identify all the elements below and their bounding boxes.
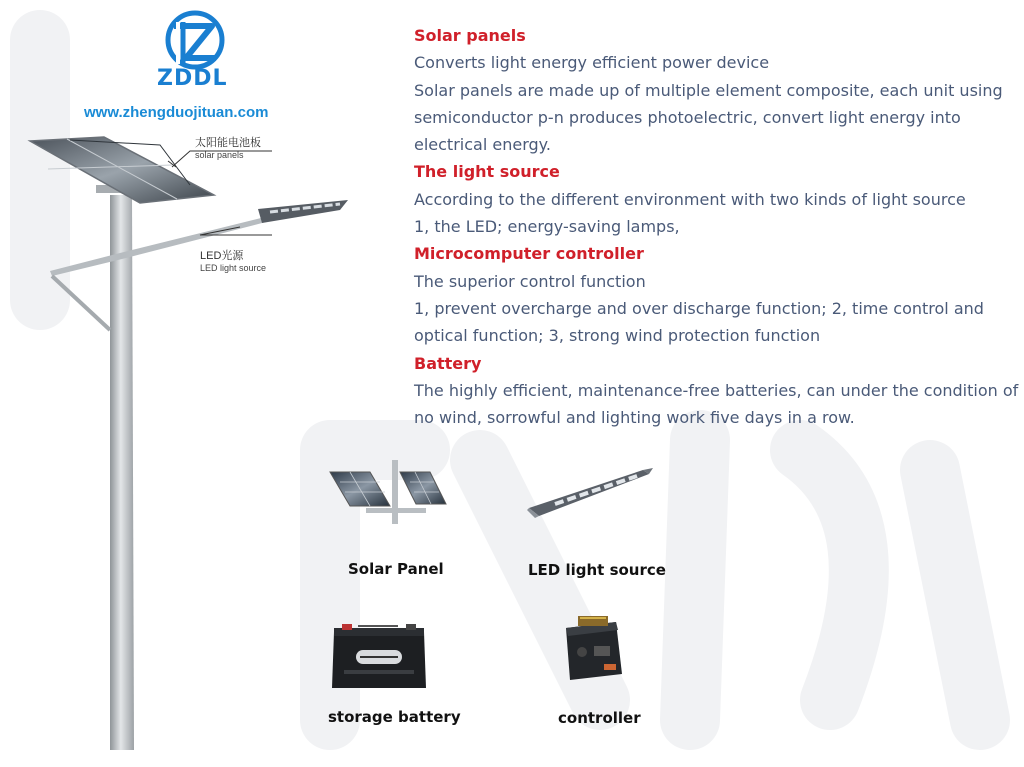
controller-label: controller [558,709,641,727]
controller-line-2: 1, prevent overcharge and over discharge function; 2, time control and [414,298,984,318]
solar-panel-product-icon [326,460,451,525]
battery-line-2: no wind, sorrowful and lighting work five days in a row. [414,408,855,428]
storage-battery-product-icon [328,622,432,692]
solar-line-3: semiconductor p-n produces photoelectric, convert light energy into [414,107,961,127]
led-callout-cn: LED光源 [200,250,244,262]
solar-line-2: Solar panels are made up of multiple element composite, each unit using [414,80,1003,100]
solar-street-light-illustration [0,125,360,767]
storage-battery-label: storage battery [328,708,461,726]
feature-descriptions [414,22,1019,431]
led-callout [200,250,266,274]
section-title-battery: Battery [414,353,482,373]
section-title-controller: Microcomputer controller [414,244,644,264]
solar-panel-label: Solar Panel [348,560,444,578]
led-callout-en: LED light source [200,263,267,273]
website-link[interactable]: www.zhengduojituan.com [84,104,269,121]
logo-text: ZDDL [157,66,228,91]
solar-line-1: Converts light energy efficient power device [414,53,770,73]
solar-callout-en: solar panels [195,150,244,160]
led-light-source-label: LED light source [528,561,666,579]
solar-line-4: electrical energy. [414,135,551,155]
controller-line-1: The superior control function [414,271,646,291]
section-title-light: The light source [414,162,560,182]
solar-callout-cn: 太阳能电池板 [195,137,261,149]
light-line-1: According to the different environment with two kinds of light source [414,189,966,209]
solar-panel-callout [195,137,261,161]
light-line-2: 1, the LED; energy-saving lamps, [414,217,680,237]
led-light-product-icon [525,462,655,522]
controller-line-3: optical function; 3, strong wind protection function [414,326,821,346]
battery-line-1: The highly efficient, maintenance-free batteries, can under the condition of [414,380,1019,400]
controller-product-icon [560,614,630,684]
section-title-solar: Solar panels [414,26,526,45]
